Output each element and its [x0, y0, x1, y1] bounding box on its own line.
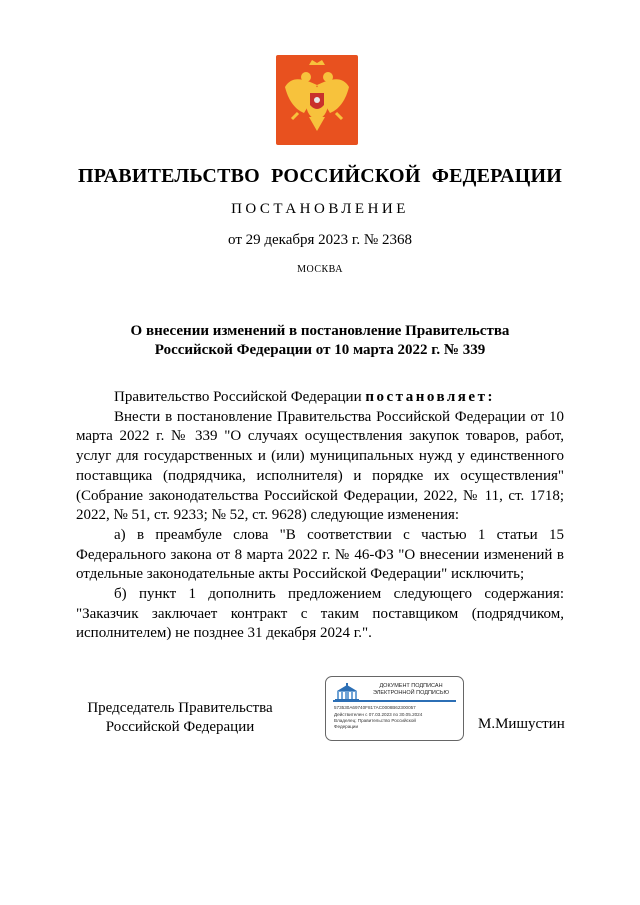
stamp-heading-line-2: ЭЛЕКТРОННОЙ ПОДПИСЬЮ [372, 690, 450, 696]
paragraph-main: Внести в постановление Правительства Российской Федерации от 10 марта 2022 г. № 339 "О случаях осуществления закупок товаров, работ, услуг для государственных и (или) муниципальных нужд у единственного поставщика (подрядчика, исполнителя) и порядке их осуществления" (Собрание законодательства Российской Федерации, 2022, № 11, ст. 1718; 2022, № 51, ст. 9233; № 52, ст. 9628) следующие изменения: [76, 408, 564, 524]
document-date-number: от 29 декабря 2023 г. № 2368 [228, 232, 412, 248]
intro-text: Правительство Российской Федерации [114, 389, 366, 405]
intro-paragraph [76, 388, 564, 408]
signatory-position [80, 699, 280, 737]
position-line-2: Российской Федерации [105, 719, 255, 735]
intro-bold-text: постановляет: [365, 389, 495, 405]
stamp-serial: 573530A69740F817AC0008B62300057 [334, 705, 416, 710]
organization-name: ПРАВИТЕЛЬСТВО РОССИЙСКОЙ ФЕДЕРАЦИИ [78, 165, 562, 187]
paragraph-item-b: б) пункт 1 дополнить предложением следующего содержания: "Заказчик заключает контракт с таким поставщиком (подрядчиком, исполнителем) не позднее 31 декабря 2024 г.". [76, 586, 564, 642]
coat-of-arms-icon [276, 55, 358, 145]
stamp-accent-bar [333, 700, 456, 702]
document-body [76, 388, 564, 644]
title-line-1: О внесении изменений в постановление Правительства [130, 323, 510, 339]
position-line-1: Председатель Правительства [87, 700, 273, 716]
title-line-2: Российской Федерации от 10 марта 2022 г. № 339 [154, 342, 486, 358]
document-title [70, 322, 570, 360]
stamp-validity: Действителен с 07.03.2023 по 30.05.2024 [334, 712, 423, 717]
stamp-owner-line-1: Владелец: Правительство Российской [334, 718, 416, 723]
signatory-name: М.Мишустин [478, 716, 565, 732]
document-city: МОСКВА [297, 264, 343, 275]
electronic-signature-stamp [325, 676, 464, 741]
document-type: ПОСТАНОВЛЕНИЕ [231, 201, 409, 217]
stamp-heading [364, 683, 458, 697]
stamp-owner-line-2: Федерации [334, 724, 359, 729]
stamp-heading-line-1: ДОКУМЕНТ ПОДПИСАН [379, 683, 443, 689]
paragraph-item-a: а) в преамбуле слова "В соответствии с частью 1 статьи 15 Федерального закона от 8 марта 2022 г. № 46-ФЗ "О внесении изменений в отдельные законодательные акты Российской Федерации" исключить; [76, 526, 564, 583]
